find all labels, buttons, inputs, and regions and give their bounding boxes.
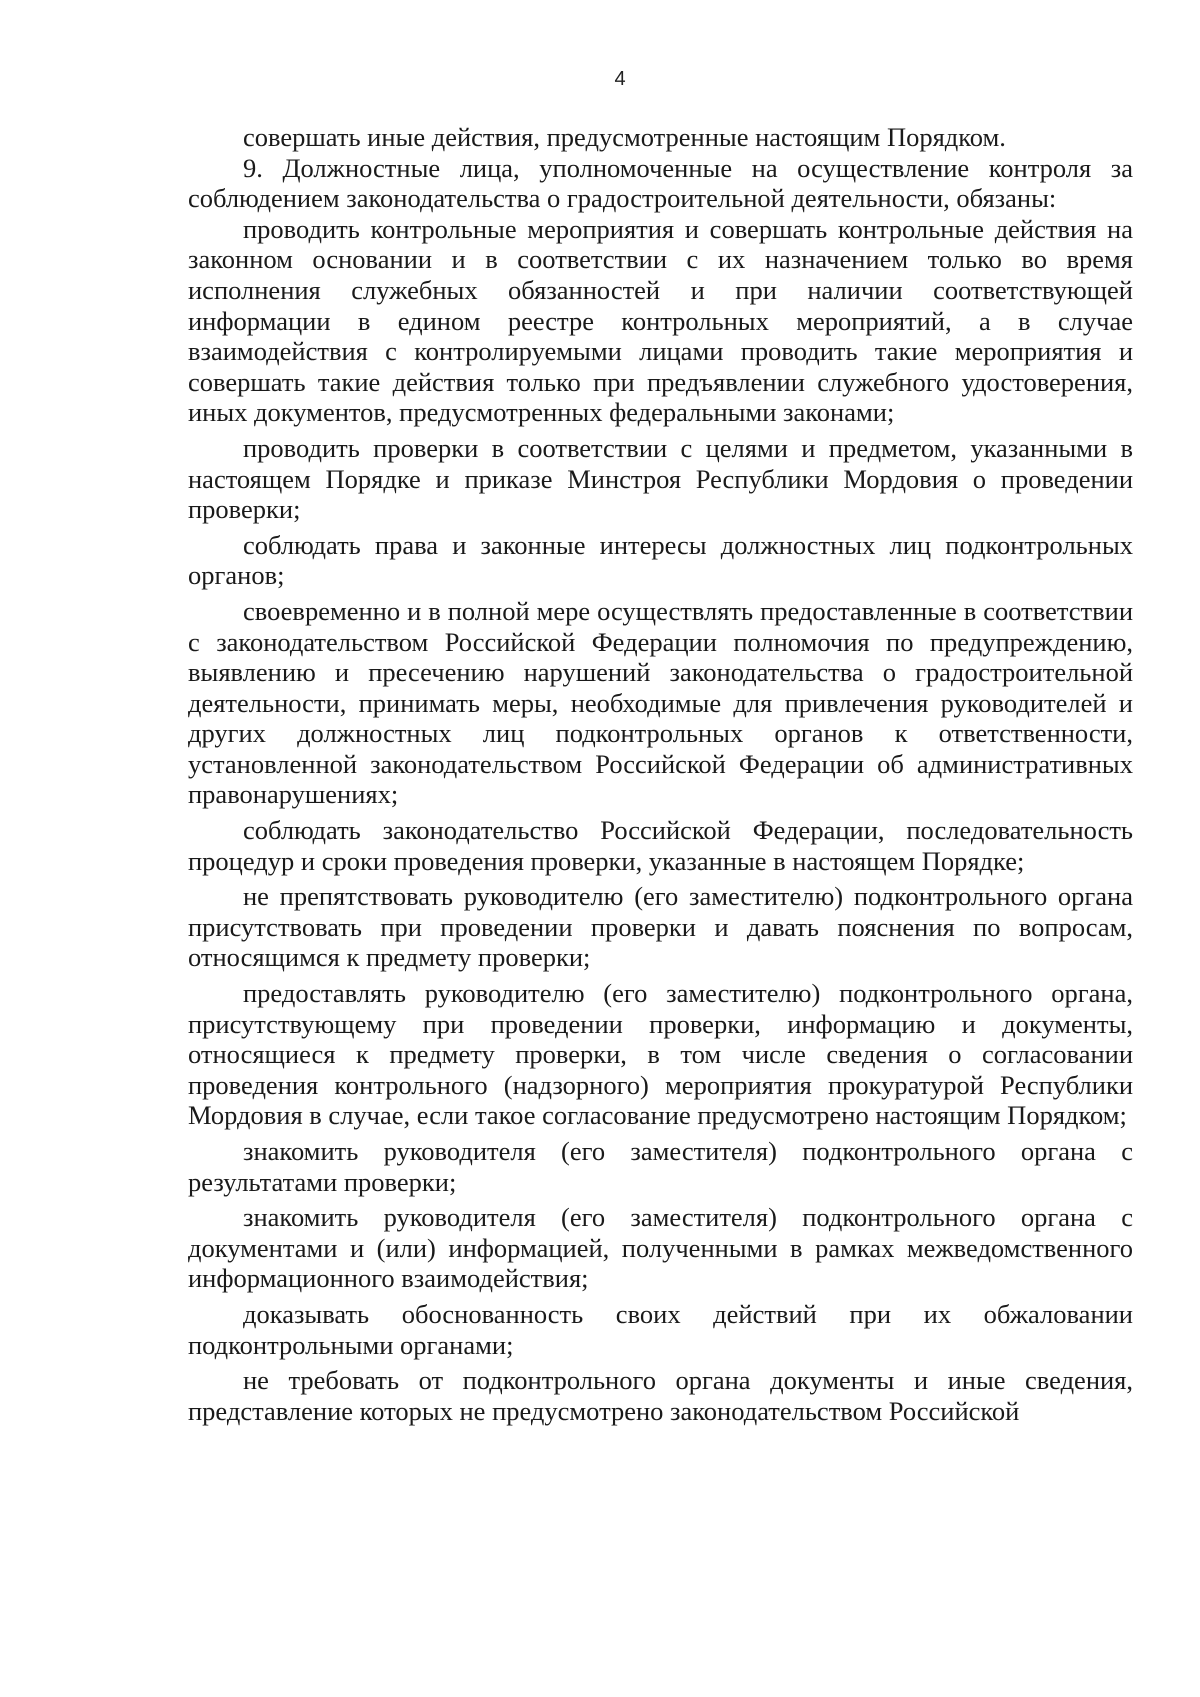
paragraph-conduct-inspections: проводить проверки в соответствии с целями и предметом, указанными в настоящем Порядке и приказе Минстроя Республики Мордовия о проведении проверки; bbox=[188, 432, 1133, 525]
paragraph-not-require-documents: не требовать от подконтрольного органа документы и иные сведения, представление которых не предусмотрено законодательством Российской bbox=[188, 1365, 1133, 1426]
paragraph-timely-exercise-powers: своевременно и в полной мере осуществлять предоставленные в соответствии с законодательством Российской Федерации полномочия по предупреждению, выявлению и пресечению нарушений законодательства о градостроительной деятельности, принимать меры, необходимые для привлечения руководителей и других должностных лиц подконтрольных органов к ответственности, установленной законодательством Российской Федерации об административных правонарушениях; bbox=[188, 595, 1133, 810]
paragraph-conduct-control-measures: проводить контрольные мероприятия и совершать контрольные действия на законном основании и в соответствии с их назначением только во время исполнения служебных обязанностей и при наличии соответствующей информации в едином реестре контрольных мероприятий, а в случае взаимодействия с контролируемыми лицами проводить такие мероприятия и совершать такие действия только при предъявлении служебного удостоверения, иных документов, предусмотренных федеральными законами; bbox=[188, 213, 1133, 428]
paragraph-acquaint-results: знакомить руководителя (его заместителя) подконтрольного органа с результатами проверки; bbox=[188, 1136, 1133, 1197]
document-body bbox=[188, 122, 1133, 1426]
paragraph-not-obstruct-head: не препятствовать руководителю (его заместителю) подконтрольного органа присутствовать при проведении проверки и давать пояснения по вопросам, относящимся к предмету проверки; bbox=[188, 881, 1133, 973]
paragraph-observe-legislation: соблюдать законодательство Российской Федерации, последовательность процедур и сроки проведения проверки, указанные в настоящем Порядке; bbox=[188, 815, 1133, 876]
paragraph-item-9-intro: 9. Должностные лица, уполномоченные на осуществление контроля за соблюдением законодательства о градостроительной деятельности, обязаны: bbox=[188, 152, 1133, 214]
paragraph-observe-rights: соблюдать права и законные интересы должностных лиц подконтрольных органов; bbox=[188, 529, 1133, 591]
paragraph-other-actions: совершать иные действия, предусмотренные настоящим Порядком. bbox=[243, 122, 1006, 152]
paragraph-provide-information: предоставлять руководителю (его заместителю) подконтрольного органа, присутствующему при проведении проверки, информацию и документы, относящиеся к предмету проверки, в том числе сведения о согласовании проведения контрольного (надзорного) мероприятия прокуратурой Республики Мордовия в случае, если такое согласование предусмотрено настоящим Порядком; bbox=[188, 978, 1133, 1131]
page-number: 4 bbox=[614, 68, 626, 90]
paragraph-prove-validity: доказывать обоснованность своих действий при их обжаловании подконтрольными органами; bbox=[188, 1298, 1133, 1360]
paragraph-acquaint-documents: знакомить руководителя (его заместителя) подконтрольного органа с документами и (или) информацией, полученными в рамках межведомственного информационного взаимодействия; bbox=[188, 1202, 1133, 1294]
